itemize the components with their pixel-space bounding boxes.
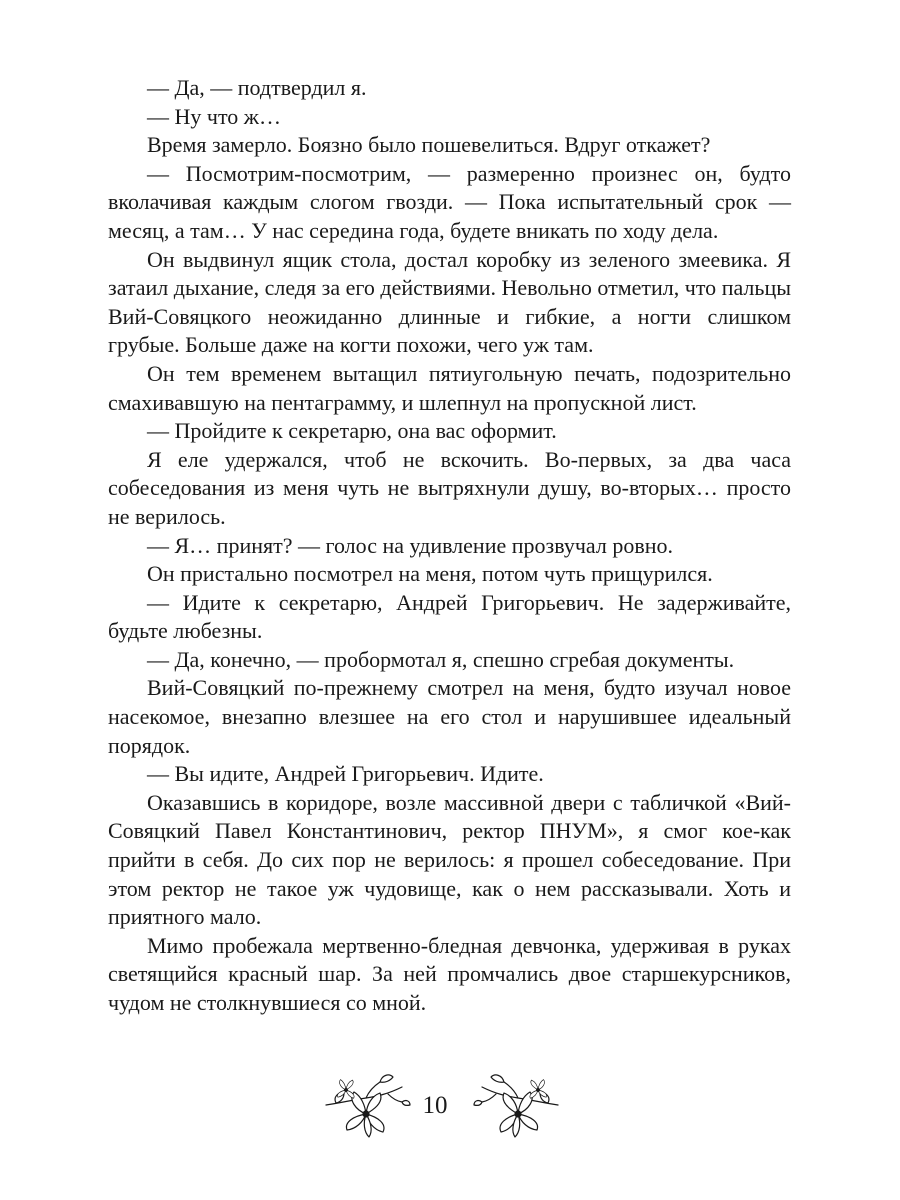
paragraph: Мимо пробежала мертвенно-бледная девчонка, удерживая в руках светящийся красный шар. За ней промчались двое старшекурсников, чудом не столкнувшиеся со мной. — [108, 932, 791, 1015]
paragraph: — Пройдите к секретарю, она вас оформит. — [147, 418, 557, 444]
magnolia-branch-icon — [472, 1068, 562, 1140]
paragraph: Он выдвинул ящик стола, достал коробку из зеленого змеевика. Я затаил дыхание, следя за его действиями. Невольно отметил, что пальцы Вий-Совяцкого неожиданно длинные и гибкие, а ногти слишком грубые. Больше даже на когти похожи, чего уж там. — [108, 246, 791, 358]
paragraph: Я еле удержался, чтоб не вскочить. Во-первых, за два часа собеседования из меня чуть не вытряхнули душу, во-вторых… просто не верилось. — [108, 446, 791, 529]
magnolia-branch-icon — [322, 1068, 412, 1140]
paragraph: — Посмотрим-посмотрим, — размеренно произнес он, будто вколачивая каждым слогом гвозди. — Пока испытательный срок — месяц, а там… У нас середина года, будете вникать по ходу дела. — [108, 160, 791, 243]
paragraph: — Ну что ж… — [147, 103, 281, 129]
paragraph: Вий-Совяцкий по-прежнему смотрел на меня, будто изучал новое насекомое, внезапно влезшее на его стол и нарушившее идеальный порядок. — [108, 675, 791, 758]
paragraph: — Я… принят? — голос на удивление прозвучал ровно. — [147, 532, 674, 558]
paragraph: — Да, конечно, — пробормотал я, спешно сгребая документы. — [147, 646, 735, 672]
body-text — [108, 74, 791, 1018]
page-number: 10 — [422, 1092, 448, 1119]
paragraph: Время замерло. Боязно было пошевелиться. Вдруг откажет? — [147, 132, 711, 158]
paragraph: — Да, — подтвердил я. — [147, 75, 367, 100]
paragraph: — Вы идите, Андрей Григорьевич. Идите. — [147, 761, 544, 787]
paragraph: — Идите к секретарю, Андрей Григорьевич. Не задерживайте, будьте любезны. — [108, 589, 791, 644]
paragraph: Оказавшись в коридоре, возле массивной двери с табличкой «Вий-Совяцкий Павел Константинович, ректор ПНУМ», я смог кое-как прийти в себя. До сих пор не верилось: я прошел собеседование. При этом ректор не такое уж чудовище, как о нем рассказывали. Хоть и приятного мало. — [108, 789, 791, 930]
paragraph: Он тем временем вытащил пятиугольную печать, подозрительно смахивавшую на пентаграмму, и шлепнул на пропускной лист. — [108, 360, 791, 415]
paragraph: Он пристально посмотрел на меня, потом чуть прищурился. — [147, 561, 713, 587]
page-footer — [0, 1068, 900, 1148]
